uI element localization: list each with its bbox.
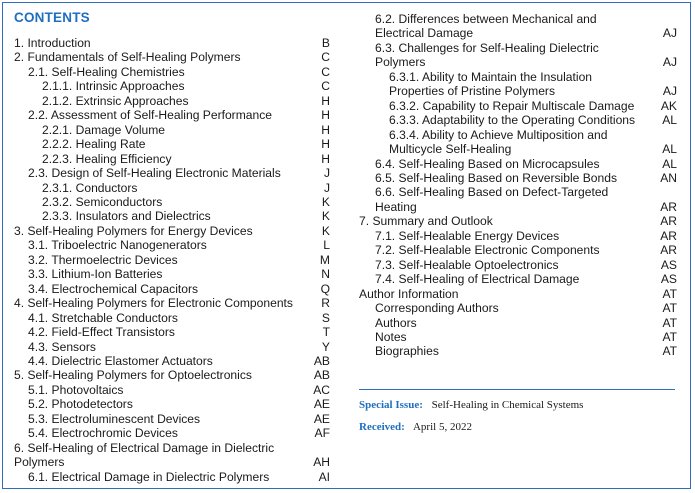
toc-entry-title[interactable]: 6. Self-Healing of Electrical Damage in Dielectric Polymers [14,440,275,470]
toc-entry-page: AJ [662,26,677,41]
toc-entry[interactable] [14,253,330,267]
toc-entry-page: AI [318,469,330,484]
toc-entry-title[interactable]: 7.4. Self-Healing of Electrical Damage [375,272,580,287]
toc-entry-page: C [321,64,330,79]
toc-entry[interactable] [359,99,677,113]
toc-entry[interactable] [14,36,330,50]
toc-entry-page: R [321,296,330,311]
toc-entry[interactable] [359,344,677,358]
toc-entry-page: H [321,93,330,108]
toc-entry[interactable] [14,311,330,325]
toc-entry[interactable] [14,412,330,426]
toc-entry-page: K [321,223,330,238]
toc-entry-title[interactable]: 6.4. Self-Healing Based on Microcapsules [375,156,600,171]
toc-entry[interactable] [359,128,677,157]
toc-entry[interactable] [359,301,677,315]
special-issue-label: Special Issue: [359,399,423,411]
toc-entry-page: AH [313,455,330,470]
toc-entry-page: AE [313,411,330,426]
toc-entry-title[interactable]: 3. Self-Healing Polymers for Energy Devices [14,223,253,238]
toc-entry[interactable] [359,41,677,70]
toc-entry[interactable] [359,287,677,301]
toc-entry[interactable] [14,209,330,223]
toc-entry-page: J [323,180,330,195]
toc-entry-page: AB [313,353,330,368]
toc-entry[interactable] [14,50,330,64]
toc-entry[interactable] [359,229,677,243]
toc-entry[interactable] [14,152,330,166]
toc-entry[interactable] [14,470,330,484]
toc-entry-page: AR [660,199,677,214]
toc-entry-page: AT [662,315,677,330]
toc-entry-title[interactable]: 6.6. Self-Healing Based on Defect-Targeted Heating [375,185,609,214]
toc-entry-title[interactable]: 4.3. Sensors [28,339,96,354]
toc-entry-page: AL [662,142,677,157]
toc-entry[interactable] [359,12,677,41]
toc-entry[interactable] [14,441,330,470]
toc-entry-page: AJ [662,84,677,99]
toc-entry-title[interactable]: 2.3.3. Insulators and Dielectrics [42,209,211,224]
toc-entry-title[interactable]: 4. Self-Healing Polymers for Electronic Components [14,296,293,311]
toc-entry-page: Q [320,281,330,296]
special-issue-value[interactable]: Self-Healing in Chemical Systems [431,399,584,411]
toc-entry[interactable] [14,426,330,440]
toc-entry-page: M [319,252,330,267]
toc-entry-page: AJ [662,55,677,70]
toc-entry[interactable] [14,166,330,180]
toc-entry-page: C [321,50,330,65]
toc-entry-page: H [321,108,330,123]
toc-entry[interactable] [14,354,330,368]
toc-entry-page: H [321,151,330,166]
toc-entry-page: AT [662,301,677,316]
toc-entry[interactable] [359,113,677,127]
toc-entry[interactable] [14,267,330,281]
toc-entry-title[interactable]: 7.3. Self-Healable Optoelectronics [375,257,559,272]
toc-entry-title[interactable]: 3.3. Lithium-Ion Batteries [28,267,163,282]
received-line [359,421,472,433]
toc-entry-page: AS [660,272,677,287]
toc-entry[interactable] [14,123,330,137]
toc-entry[interactable] [359,171,677,185]
toc-entry-page: AK [660,98,677,113]
toc-entry-page: B [321,36,330,50]
toc-entry-page: H [321,137,330,152]
toc-entry-title[interactable]: 7.1. Self-Healable Energy Devices [375,228,560,243]
toc-entry-page: AE [313,397,330,412]
toc-entry-title[interactable]: 6.3. Challenges for Self-Healing Dielectric Polymers [375,40,599,70]
toc-entry-title[interactable]: Corresponding Authors [375,301,499,316]
toc-entry-title[interactable]: 6.3.3. Adaptability to the Operating Conditions [389,113,636,128]
toc-entry-title[interactable]: 4.2. Field-Effect Transistors [28,325,175,340]
toc-entry-page: AL [662,113,677,128]
toc-entry-page: AT [662,329,677,344]
toc-entry[interactable] [14,181,330,195]
toc-entry-title[interactable]: 2.3. Design of Self-Healing Electronic Materials [28,166,281,181]
toc-right-column [359,12,677,359]
toc-entry[interactable] [14,79,330,93]
toc-entry-title[interactable]: 6.3.2. Capability to Repair Multiscale Damage [389,98,635,113]
toc-entry[interactable] [14,65,330,79]
toc-entry-title[interactable]: Notes [375,329,407,344]
toc-entry-title[interactable]: 6.3.4. Ability to Achieve Multiposition and Multicycle Self-Healing [389,127,608,157]
toc-entry[interactable] [14,137,330,151]
toc-entry-title[interactable]: 3.1. Triboelectric Nanogenerators [28,238,207,253]
toc-entry-title[interactable]: 2.3.1. Conductors [42,180,138,195]
toc-entry-page: AS [660,257,677,272]
toc-entry[interactable] [359,185,677,214]
toc-entry-page: AN [660,170,677,185]
toc-entry-page: AR [660,243,677,258]
contents-heading: CONTENTS [14,10,90,25]
toc-entry-title[interactable]: Authors [375,315,417,330]
toc-entry[interactable] [14,224,330,238]
toc-entry[interactable] [359,258,677,272]
toc-entry-title[interactable]: Biographies [375,344,439,359]
toc-entry[interactable] [359,70,677,99]
toc-entry-title[interactable]: 5.3. Electroluminescent Devices [28,411,201,426]
toc-entry-page: AT [662,344,677,359]
toc-entry-title[interactable]: 7. Summary and Outlook [359,214,493,229]
toc-entry-page: S [321,310,330,325]
toc-entry[interactable] [14,383,330,397]
toc-entry[interactable] [359,316,677,330]
toc-entry-title[interactable]: 2.2.2. Healing Rate [42,137,146,152]
toc-entry-title[interactable]: 1. Introduction [14,36,91,50]
toc-entry-page: L [323,238,330,253]
toc-entry[interactable] [359,157,677,171]
toc-entry-page: AL [662,156,677,171]
toc-entry-title[interactable]: 7.2. Self-Healable Electronic Components [375,243,600,258]
divider [359,389,675,390]
toc-entry-title[interactable]: 2. Fundamentals of Self-Healing Polymers [14,50,241,65]
toc-entry-title[interactable]: 2.3.2. Semiconductors [42,194,163,209]
toc-entry-page: AF [314,426,330,441]
toc-entry-title[interactable]: 6.1. Electrical Damage in Dielectric Polymers [28,469,270,484]
toc-entry-title[interactable]: 2.1.2. Extrinsic Approaches [42,93,189,108]
toc-entry-page: AR [660,214,677,229]
received-label: Received: [359,421,405,433]
toc-entry[interactable] [359,330,677,344]
toc-entry-title[interactable]: 3.2. Thermoelectric Devices [28,252,178,267]
toc-entry-title[interactable]: 6.3.1. Ability to Maintain the Insulation Properties of Pristine Polymers [389,69,593,99]
toc-entry[interactable] [14,325,330,339]
toc-entry[interactable] [359,214,677,228]
toc-entry-title[interactable]: 2.1.1. Intrinsic Approaches [42,79,185,94]
toc-entry-title[interactable]: 5. Self-Healing Polymers for Optoelectronics [14,368,252,383]
toc-entry[interactable] [14,94,330,108]
toc-entry-page: J [323,166,330,181]
toc-entry-title[interactable]: 5.2. Photodetectors [28,397,133,412]
toc-entry-page: Y [321,339,330,354]
received-value: April 5, 2022 [412,421,472,433]
toc-entry-page: H [321,122,330,137]
toc-entry-title[interactable]: 6.5. Self-Healing Based on Reversible Bonds [375,170,618,185]
toc-entry-title[interactable]: 2.2.3. Healing Efficiency [42,151,172,166]
toc-entry-title[interactable]: 2.2.1. Damage Volume [42,122,166,137]
toc-entry-page: C [321,79,330,94]
toc-entry-title[interactable]: 5.4. Electrochromic Devices [28,426,178,441]
toc-entry[interactable] [14,340,330,354]
toc-entry-page: AT [662,286,677,301]
toc-entry[interactable] [14,238,330,252]
toc-entry-page: AB [313,368,330,383]
toc-entry-page: K [321,194,330,209]
toc-entry[interactable] [14,195,330,209]
toc-entry[interactable] [359,243,677,257]
toc-entry[interactable] [14,108,330,122]
toc-entry-title[interactable]: 4.4. Dielectric Elastomer Actuators [28,353,213,368]
toc-left-column [14,36,330,484]
special-issue-line [359,399,583,411]
toc-entry[interactable] [14,397,330,411]
toc-entry[interactable] [14,282,330,296]
toc-entry-page: T [322,325,330,340]
toc-entry-page: AR [660,228,677,243]
toc-entry-title[interactable]: 5.1. Photovoltaics [28,382,124,397]
toc-entry-title[interactable]: 2.1. Self-Healing Chemistries [28,64,185,79]
toc-entry-page: K [321,209,330,224]
toc-entry[interactable] [14,296,330,310]
toc-entry-page: AC [313,382,330,397]
toc-entry[interactable] [14,368,330,382]
toc-entry-title[interactable]: 2.2. Assessment of Self-Healing Performance [28,108,273,123]
toc-entry[interactable] [359,272,677,286]
toc-entry-title[interactable]: Author Information [359,286,459,301]
toc-entry-title[interactable]: 6.2. Differences between Mechanical and Electrical Damage [375,12,597,41]
toc-entry-page: N [321,267,330,282]
toc-entry-title[interactable]: 3.4. Electrochemical Capacitors [28,281,199,296]
toc-entry-title[interactable]: 4.1. Stretchable Conductors [28,310,178,325]
